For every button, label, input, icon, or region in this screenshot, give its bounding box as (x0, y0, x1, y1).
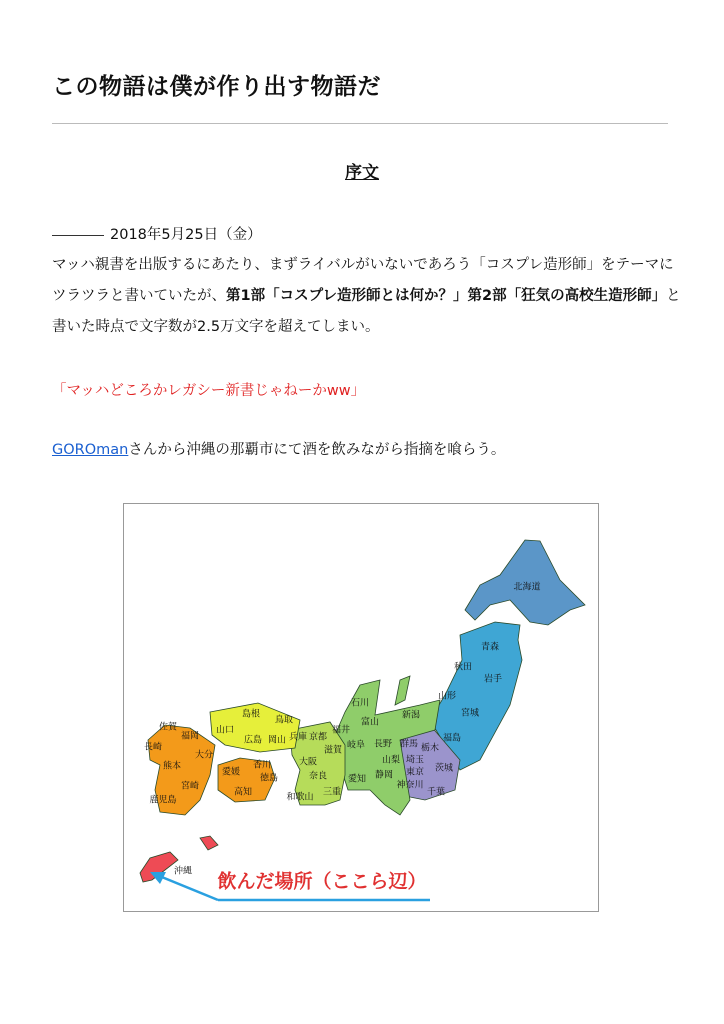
prefecture-label: 高知 (233, 787, 253, 798)
prefecture-label: 福島 (442, 733, 462, 744)
intro-paragraph (52, 250, 682, 343)
prefecture-label: 愛知 (347, 774, 367, 785)
prefecture-label: 島根 (241, 709, 261, 720)
prefecture-label: 山口 (215, 725, 235, 736)
prefecture-label: 熊本 (162, 761, 182, 772)
paragraph-text: と書いた時点で文字数が2.5万文字を超えてしまい。 (52, 288, 681, 335)
date-line (52, 220, 682, 251)
quote: 「マッハどころかレガシー新書じゃねーかww」 (52, 383, 366, 399)
prefecture-label: 北海道 (513, 582, 541, 593)
paragraph-bold: 第1部「コスプレ造形師とは何か？」第2部「狂気の高校生造形師」 (226, 288, 667, 304)
prefecture-label: 奈良 (308, 771, 328, 782)
prefecture-label: 福井 (331, 725, 351, 736)
japan-map (124, 504, 598, 911)
page-title: この物語は僕が作り出す物語だ (52, 74, 381, 100)
prefecture-label: 岩手 (483, 674, 503, 685)
prefecture-label: 岐阜 (346, 740, 366, 751)
prefecture-label: 埼玉 (405, 755, 425, 766)
divider (52, 123, 668, 124)
prefecture-label: 佐賀 (158, 722, 178, 733)
prefecture-label: 山梨 (381, 755, 401, 766)
prefecture-label: 富山 (360, 717, 380, 728)
paragraph-text: マッハ親書を出版するにあたり、まずライバルがいないであろう「コスプレ造形師」をテーマにツラツラと書いていたが、 (52, 257, 674, 304)
prefecture-label: 千葉 (426, 787, 446, 798)
prefecture-label: 静岡 (374, 770, 394, 781)
prefecture-label: 東京 (405, 767, 425, 778)
prefecture-label: 鹿児島 (149, 795, 177, 806)
prefecture-label: 山形 (437, 691, 457, 702)
prefecture-label: 新潟 (401, 710, 421, 721)
goro-paragraph (52, 435, 682, 466)
prefecture-label: 香川 (252, 760, 272, 771)
prefecture-label: 長野 (373, 739, 393, 750)
prefecture-label: 大阪 (298, 757, 318, 768)
prefecture-label: 栃木 (420, 743, 440, 754)
prefecture-label: 三重 (322, 787, 342, 798)
prefecture-label: 宮崎 (180, 781, 200, 792)
prefecture-label: 岡山 (267, 735, 287, 746)
region-sado (395, 676, 410, 705)
prefecture-label: 滋賀 (323, 745, 343, 756)
prefecture-label: 福岡 (180, 731, 200, 742)
dash-rule (52, 235, 104, 236)
prefecture-label: 宮城 (460, 708, 480, 719)
prefecture-label: 秋田 (453, 662, 473, 673)
prefecture-label: 長崎 (143, 742, 163, 753)
goro-text: さんから沖縄の那覇市にて酒を飲みながら指摘を喰らう。 (128, 442, 506, 458)
japan-map-figure (123, 503, 599, 912)
prefecture-label: 広島 (243, 735, 263, 746)
prefecture-label: 大分 (194, 750, 214, 761)
prefecture-label: 茨城 (434, 763, 454, 774)
prefecture-label: 沖縄 (173, 866, 193, 877)
prefecture-label: 石川 (350, 698, 370, 709)
goroman-link[interactable]: GOROman (52, 442, 129, 458)
callout-text: 飲んだ場所（ここら辺） (217, 870, 427, 893)
prefecture-label: 徳島 (259, 773, 279, 784)
prefecture-label: 愛媛 (221, 767, 241, 778)
prefecture-label: 青森 (480, 642, 500, 653)
date: 2018年5月25日（金） (110, 227, 262, 243)
prefecture-label: 兵庫 (288, 732, 308, 743)
prefecture-label: 群馬 (399, 739, 419, 750)
prefecture-label: 鳥取 (274, 715, 294, 726)
section-heading: 序文 (345, 163, 379, 183)
prefecture-label: 和歌山 (286, 792, 314, 803)
prefecture-label: 京都 (308, 732, 328, 743)
prefecture-label: 神奈川 (396, 780, 424, 791)
